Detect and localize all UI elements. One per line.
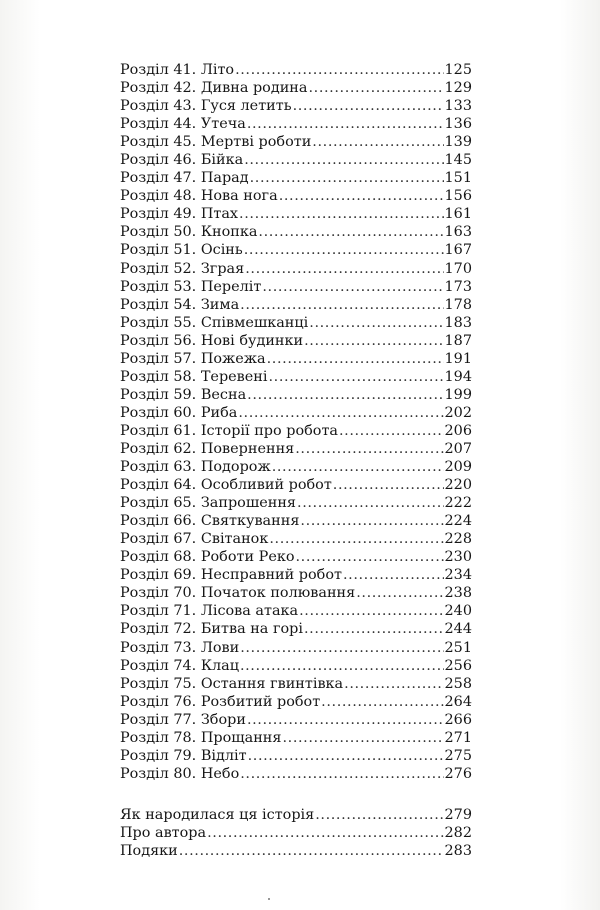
toc-entry bbox=[120, 278, 472, 296]
toc-entry bbox=[120, 386, 472, 404]
dot-leader bbox=[308, 79, 443, 97]
entry-page-number: 251 bbox=[444, 639, 472, 656]
dot-leader bbox=[297, 494, 444, 512]
toc-entry bbox=[120, 476, 472, 494]
dot-leader bbox=[207, 824, 443, 842]
entry-page-number: 170 bbox=[444, 260, 472, 277]
entry-page-number: 279 bbox=[444, 807, 472, 823]
dot-leader bbox=[296, 548, 444, 566]
toc-entry bbox=[120, 458, 472, 476]
table-of-contents bbox=[120, 61, 472, 783]
dot-leader bbox=[299, 602, 443, 620]
entry-page-number: 191 bbox=[444, 350, 472, 367]
entry-title: Розділ 45. Мертві роботи bbox=[120, 134, 312, 151]
toc-entry bbox=[120, 97, 472, 115]
toc-entry bbox=[120, 61, 472, 79]
entry-title: Розділ 61. Історії про робота bbox=[120, 422, 338, 439]
dot-leader bbox=[269, 530, 443, 548]
entry-page-number: 199 bbox=[444, 386, 472, 403]
entry-title: Розділ 60. Риба bbox=[120, 404, 238, 421]
entry-page-number: 206 bbox=[444, 422, 472, 439]
entry-page-number: 202 bbox=[444, 404, 472, 421]
entry-page-number: 282 bbox=[444, 825, 472, 842]
dot-leader bbox=[293, 97, 444, 115]
toc-entry bbox=[120, 440, 472, 458]
dot-leader bbox=[279, 187, 444, 205]
entry-page-number: 230 bbox=[444, 549, 472, 566]
entry-title: Розділ 49. Птах bbox=[120, 206, 239, 223]
entry-page-number: 183 bbox=[444, 314, 472, 331]
entry-title: Розділ 51. Осінь bbox=[120, 242, 243, 259]
entry-title: Розділ 53. Переліт bbox=[120, 278, 262, 295]
entry-page-number: 224 bbox=[444, 513, 472, 530]
dot-leader bbox=[238, 404, 443, 422]
dot-leader bbox=[267, 350, 444, 368]
entry-title: Розділ 55. Співмешканці bbox=[120, 314, 309, 331]
toc-entry bbox=[120, 765, 472, 783]
entry-title: Розділ 79. Відліт bbox=[120, 747, 247, 764]
entry-page-number: 187 bbox=[444, 332, 472, 349]
entry-title: Розділ 66. Святкування bbox=[120, 513, 300, 530]
entry-page-number: 209 bbox=[444, 459, 472, 476]
toc-entry bbox=[120, 241, 472, 259]
toc-entry bbox=[120, 404, 472, 422]
entry-title: Розділ 71. Лісова атака bbox=[120, 603, 299, 620]
toc-entry bbox=[120, 350, 472, 368]
toc-entry bbox=[120, 115, 472, 133]
dot-leader bbox=[250, 169, 444, 187]
toc-entry bbox=[120, 657, 472, 675]
toc-entry bbox=[120, 422, 472, 440]
dot-leader bbox=[339, 422, 444, 440]
entry-page-number: 266 bbox=[444, 711, 472, 728]
entry-page-number: 264 bbox=[444, 693, 472, 710]
dot-leader bbox=[300, 512, 443, 530]
entry-page-number: 276 bbox=[444, 765, 472, 782]
dot-leader bbox=[269, 368, 444, 386]
toc-entry bbox=[120, 584, 472, 602]
entry-page-number: 256 bbox=[444, 657, 472, 674]
entry-page-number: 244 bbox=[444, 621, 472, 638]
toc-entry bbox=[120, 639, 472, 657]
entry-title: Розділ 65. Запрошення bbox=[120, 495, 297, 512]
dot-leader bbox=[282, 729, 443, 747]
entry-page-number: 283 bbox=[444, 843, 472, 860]
dot-leader bbox=[240, 657, 444, 675]
dot-leader bbox=[247, 386, 443, 404]
entry-title: Розділ 50. Кнопка bbox=[120, 224, 258, 241]
entry-page-number: 220 bbox=[444, 477, 472, 494]
entry-page-number: 167 bbox=[444, 242, 472, 259]
dot-leader bbox=[304, 332, 443, 350]
entry-title: Розділ 74. Клац bbox=[120, 657, 239, 674]
entry-title: Розділ 43. Гуся летить bbox=[120, 98, 292, 115]
entry-title: Розділ 77. Збори bbox=[120, 711, 246, 728]
dot-leader bbox=[262, 278, 443, 296]
entry-title: Розділ 46. Бійка bbox=[120, 152, 244, 169]
toc-entry bbox=[120, 711, 472, 729]
toc-entry bbox=[120, 675, 472, 693]
toc-entry bbox=[120, 566, 472, 584]
entry-title: Розділ 80. Небо bbox=[120, 765, 240, 782]
dot-leader bbox=[248, 747, 444, 765]
back-matter-entry bbox=[120, 824, 472, 842]
entry-page-number: 234 bbox=[444, 567, 472, 584]
entry-title: Розділ 56. Нові будинки bbox=[120, 332, 304, 349]
entry-title: Розділ 58. Теревені bbox=[120, 368, 268, 385]
dot-leader bbox=[356, 584, 443, 602]
entry-title: Розділ 44. Утеча bbox=[120, 116, 246, 133]
toc-entry bbox=[120, 620, 472, 638]
dot-leader bbox=[179, 842, 444, 860]
dot-leader bbox=[247, 115, 444, 133]
toc-entry bbox=[120, 530, 472, 548]
toc-entry bbox=[120, 602, 472, 620]
entry-title: Розділ 63. Подорож bbox=[120, 459, 271, 476]
dot-leader bbox=[295, 440, 443, 458]
entry-title: Розділ 67. Світанок bbox=[120, 531, 269, 548]
toc-entry bbox=[120, 314, 472, 332]
entry-page-number: 275 bbox=[444, 747, 472, 764]
entry-title: Розділ 42. Дивна родина bbox=[120, 80, 308, 97]
entry-title: Розділ 64. Особливий робот bbox=[120, 477, 332, 494]
entry-page-number: 207 bbox=[444, 440, 472, 457]
dot-leader bbox=[272, 458, 444, 476]
toc-entry bbox=[120, 548, 472, 566]
dot-leader bbox=[244, 241, 444, 259]
toc-entry bbox=[120, 332, 472, 350]
entry-title: Розділ 57. Пожежа bbox=[120, 350, 266, 367]
toc-entry bbox=[120, 151, 472, 169]
entry-title: Розділ 41. Літо bbox=[120, 62, 235, 78]
toc-entry bbox=[120, 494, 472, 512]
entry-page-number: 271 bbox=[444, 729, 472, 746]
back-matter-entry bbox=[120, 842, 472, 860]
toc-entry bbox=[120, 133, 472, 151]
entry-page-number: 163 bbox=[444, 224, 472, 241]
toc-entry bbox=[120, 693, 472, 711]
paper-speck bbox=[268, 898, 270, 900]
entry-page-number: 139 bbox=[444, 134, 472, 151]
toc-entry bbox=[120, 205, 472, 223]
dot-leader bbox=[235, 61, 443, 79]
toc-entry bbox=[120, 260, 472, 278]
toc-entry bbox=[120, 79, 472, 97]
dot-leader bbox=[321, 693, 443, 711]
entry-title: Розділ 75. Остання гвинтівка bbox=[120, 675, 344, 692]
dot-leader bbox=[344, 675, 443, 693]
dot-leader bbox=[312, 133, 443, 151]
dot-leader bbox=[258, 223, 443, 241]
entry-title: Розділ 68. Роботи Реко bbox=[120, 549, 295, 566]
dot-leader bbox=[240, 765, 443, 783]
toc-entry bbox=[120, 747, 472, 765]
entry-page-number: 133 bbox=[444, 98, 472, 115]
entry-page-number: 194 bbox=[444, 368, 472, 385]
entry-page-number: 258 bbox=[444, 675, 472, 692]
dot-leader bbox=[240, 296, 443, 314]
entry-title: Розділ 72. Битва на горі bbox=[120, 621, 303, 638]
entry-title: Про автора bbox=[120, 825, 207, 842]
dot-leader bbox=[239, 205, 443, 223]
entry-title: Розділ 62. Повернення bbox=[120, 440, 295, 457]
dot-leader bbox=[304, 620, 444, 638]
entry-title: Розділ 59. Весна bbox=[120, 386, 247, 403]
entry-page-number: 161 bbox=[444, 206, 472, 223]
toc-entry bbox=[120, 223, 472, 241]
entry-page-number: 136 bbox=[444, 116, 472, 133]
entry-page-number: 240 bbox=[444, 603, 472, 620]
dot-leader bbox=[333, 476, 444, 494]
entry-title: Розділ 52. Зграя bbox=[120, 260, 245, 277]
dot-leader bbox=[245, 260, 443, 278]
back-matter-entry bbox=[120, 806, 472, 824]
entry-title: Розділ 48. Нова нога bbox=[120, 188, 278, 205]
toc-entry bbox=[120, 512, 472, 530]
entry-title: Розділ 54. Зима bbox=[120, 296, 240, 313]
entry-title: Подяки bbox=[120, 843, 178, 860]
toc-entry bbox=[120, 729, 472, 747]
toc-entry bbox=[120, 169, 472, 187]
dot-leader bbox=[240, 639, 443, 657]
entry-title: Розділ 76. Розбитий робот bbox=[120, 693, 321, 710]
toc-entry bbox=[120, 296, 472, 314]
dot-leader bbox=[244, 151, 443, 169]
entry-title: Розділ 70. Початок полювання bbox=[120, 585, 356, 602]
entry-page-number: 173 bbox=[444, 278, 472, 295]
entry-title: Розділ 73. Лови bbox=[120, 639, 240, 656]
entry-page-number: 156 bbox=[444, 188, 472, 205]
dot-leader bbox=[315, 806, 443, 824]
entry-page-number: 228 bbox=[444, 531, 472, 548]
entry-title: Як народилася ця історія bbox=[120, 807, 315, 823]
entry-page-number: 129 bbox=[444, 80, 472, 97]
entry-title: Розділ 69. Несправний робот bbox=[120, 567, 342, 584]
entry-page-number: 145 bbox=[444, 152, 472, 169]
dot-leader bbox=[343, 566, 444, 584]
entry-page-number: 125 bbox=[444, 62, 472, 78]
entry-page-number: 178 bbox=[444, 296, 472, 313]
entry-title: Розділ 47. Парад bbox=[120, 170, 249, 187]
dot-leader bbox=[309, 314, 443, 332]
entry-page-number: 238 bbox=[444, 585, 472, 602]
toc-entry bbox=[120, 187, 472, 205]
dot-leader bbox=[247, 711, 444, 729]
entry-title: Розділ 78. Прощання bbox=[120, 729, 282, 746]
entry-page-number: 151 bbox=[444, 170, 472, 187]
entry-page-number: 222 bbox=[444, 495, 472, 512]
toc-entry bbox=[120, 368, 472, 386]
back-matter-list bbox=[120, 806, 472, 860]
